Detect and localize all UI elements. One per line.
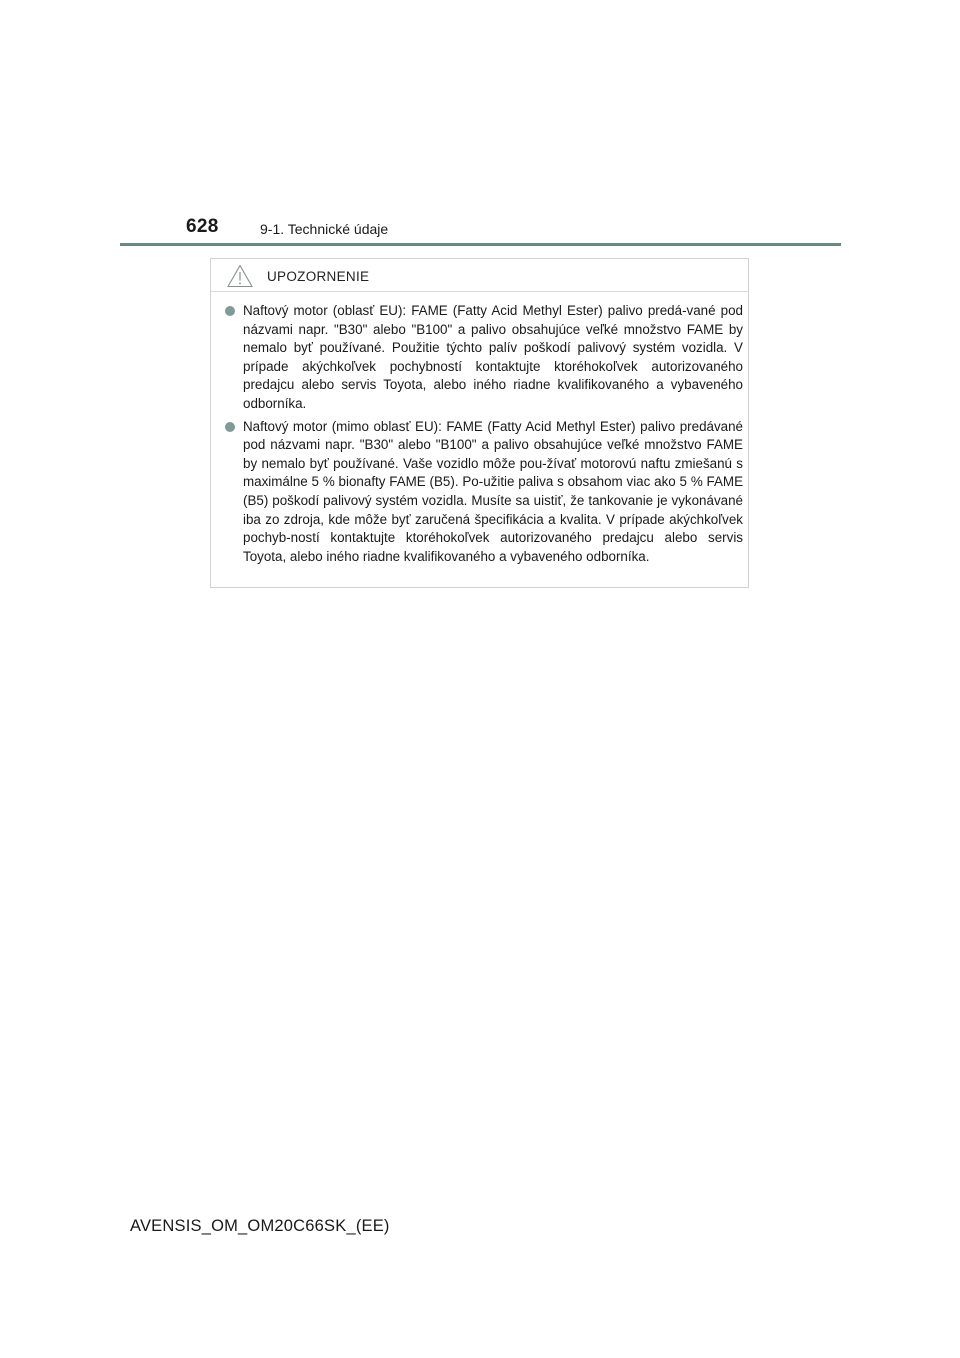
page-number: 628 — [186, 216, 219, 237]
header-divider — [120, 243, 841, 246]
bullet-icon — [225, 306, 235, 316]
warning-header — [227, 263, 369, 289]
warning-item-text: Naftový motor (mimo oblasť EU): FAME (Fatty Acid Methyl Ester) palivo predávané pod názvami napr. "B30" alebo "B100" a palivo obsahujúce veľké množstvo FAME by nemalo byť používané. Vaše vozidlo môže pou-žívať motorovú naftu zmiešanú s maximálne 5 % bionafty FAME (B5). Po-užitie paliva s obsahom viac ako 5 % FAME (B5) poškodí palivový systém vozidla. Musíte sa uistiť, že tankovanie je vykonávané iba zo zdroja, kde môže byť zaručená špecifikácia a kvalita. V prípade akýchkoľvek pochyb-ností kontaktujte ktoréhokoľvek autorizovaného predajcu alebo servis Toyota, alebo iného riadne kvalifikovaného a vybaveného odborníka. — [243, 418, 743, 564]
page-header — [0, 0, 960, 250]
warning-item-text: Naftový motor (oblasť EU): FAME (Fatty Acid Methyl Ester) palivo predá-vané pod názvami napr. "B30" alebo "B100" a palivo obsahujúce veľké množstvo FAME by nemalo byť používané. Použitie týchto palív poškodí palivový systém vozidla. V prípade akýchkoľvek pochybností kontaktujte ktoréhokoľvek autorizovaného predajcu alebo servis Toyota, alebo iného riadne kvalifikovaného a vybaveného odborníka. — [243, 303, 743, 411]
warning-item-eu — [225, 302, 743, 414]
warning-list — [225, 302, 743, 570]
warning-box — [210, 258, 749, 588]
warning-title: UPOZORNENIE — [267, 268, 370, 284]
document-code: AVENSIS_OM_OM20C66SK_(EE) — [130, 1217, 390, 1235]
bullet-icon — [225, 422, 235, 432]
warning-item-non-eu — [225, 418, 743, 567]
section-title: 9-1. Technické údaje — [260, 221, 389, 237]
warning-divider — [211, 291, 748, 292]
warning-triangle-icon — [227, 264, 253, 288]
